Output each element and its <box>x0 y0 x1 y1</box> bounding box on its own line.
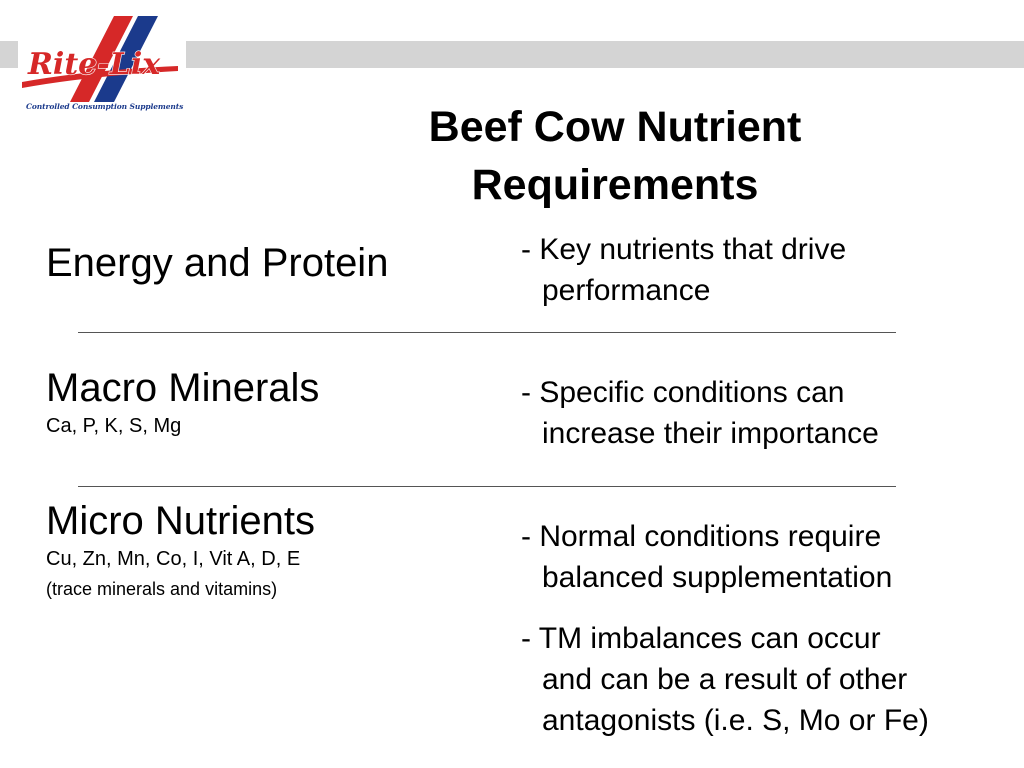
company-logo <box>18 10 186 122</box>
bullet-text: - TM imbalances can occur and can be a result of other antagonists (i.e. S, Mo or Fe) <box>521 622 929 737</box>
section-heading: Macro Minerals <box>46 366 320 410</box>
section-detail: Cu, Zn, Mn, Co, I, Vit A, D, E <box>46 548 301 570</box>
section-detail: Ca, P, K, S, Mg <box>46 415 182 437</box>
section-micro-nutrients <box>46 498 315 604</box>
section-detail: (trace minerals and vitamins) <box>46 579 278 599</box>
section-heading: Energy and Protein <box>46 241 389 285</box>
section-heading: Micro Nutrients <box>46 499 315 543</box>
bullet-item: - Key nutrients that drive performance <box>521 233 847 307</box>
divider <box>78 486 896 487</box>
bullet-item <box>521 618 929 741</box>
divider <box>78 332 896 333</box>
logo-tagline: Controlled Consumption Supplements <box>26 102 184 111</box>
section-energy-protein <box>46 240 388 286</box>
bullet-item <box>521 516 892 598</box>
bullet-text: - Normal conditions require balanced supplementation <box>521 520 893 594</box>
svg-text:Rite-Lix: Rite-Lix <box>28 47 161 82</box>
page-title: Beef Cow Nutrient Requirements <box>428 103 802 209</box>
bullet-item: - Specific conditions can increase their importance <box>521 376 879 450</box>
section-macro-minerals <box>46 365 319 441</box>
